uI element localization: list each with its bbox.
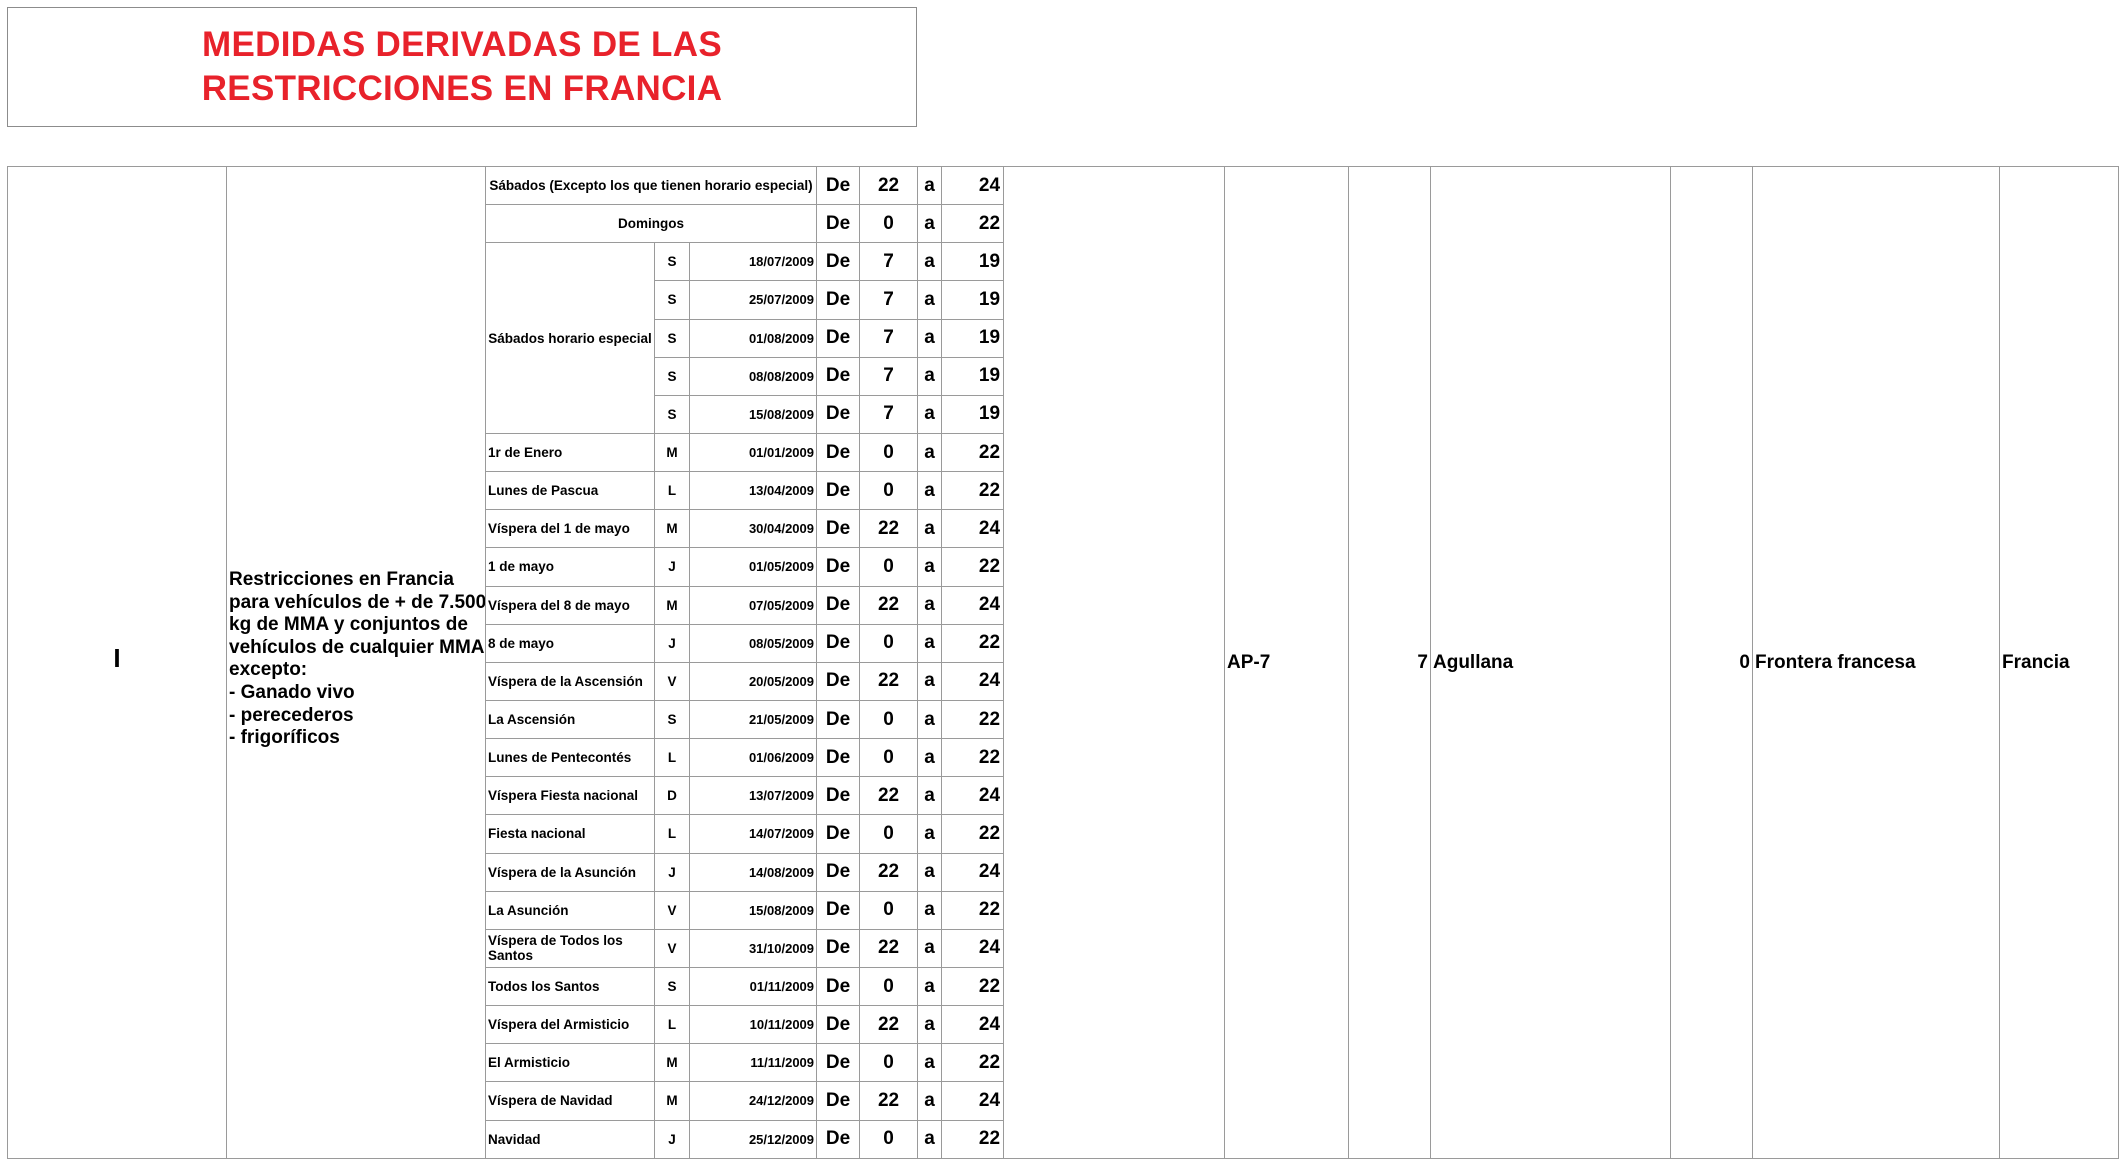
page-title-line-2: RESTRICCIONES EN FRANCIA (201, 69, 723, 108)
date: 01/11/2009 (690, 967, 817, 1005)
day-letter: V (655, 891, 690, 929)
to-hour: 22 (942, 472, 1004, 510)
schedule-table (485, 166, 1004, 1159)
description-line: Restricciones en Francia (229, 569, 454, 590)
from-word: De (817, 1044, 860, 1082)
from-hour: 0 (860, 624, 918, 662)
to-hour: 24 (942, 586, 1004, 624)
day-letter: D (655, 777, 690, 815)
holiday-name: Víspera del 1 de mayo (486, 510, 655, 548)
date: 15/08/2009 (690, 891, 817, 929)
schedule-row-holiday (486, 929, 1004, 967)
from-hour: 22 (860, 662, 918, 700)
date: 30/04/2009 (690, 510, 817, 548)
schedule-row-holiday (486, 1120, 1004, 1158)
to-word: a (918, 1044, 942, 1082)
from-word: De (817, 1006, 860, 1044)
from-word: De (817, 815, 860, 853)
description-line: - perecederos (229, 704, 354, 726)
from-hour: 0 (860, 205, 918, 243)
holiday-name: Víspera de la Asunción (486, 853, 655, 891)
schedule-row-holiday (486, 624, 1004, 662)
holiday-name: Lunes de Pentecontés (486, 739, 655, 777)
from-word: De (817, 967, 860, 1005)
to-word: a (918, 510, 942, 548)
from-word: De (817, 1082, 860, 1120)
from-hour: 22 (860, 1082, 918, 1120)
holiday-name: La Ascensión (486, 700, 655, 738)
day-letter: S (655, 357, 690, 395)
from-word: De (817, 662, 860, 700)
from-hour: 22 (860, 1006, 918, 1044)
from-word: De (817, 586, 860, 624)
page-title-line-1: MEDIDAS DERIVADAS DE LAS (202, 25, 722, 64)
to-hour: 22 (942, 1120, 1004, 1158)
description-line: kg de MMA y conjuntos de (229, 614, 468, 636)
schedule-row-holiday (486, 433, 1004, 471)
day-letter: J (655, 548, 690, 586)
holiday-name: Víspera de Navidad (486, 1082, 655, 1120)
to-word: a (918, 472, 942, 510)
to-word: a (918, 167, 942, 205)
to-hour: 24 (942, 1006, 1004, 1044)
from-word: De (817, 1120, 860, 1158)
date: 31/10/2009 (690, 929, 817, 967)
description-line: - Ganado vivo (229, 681, 355, 703)
date: 07/05/2009 (690, 586, 817, 624)
km-start: 7 (1417, 652, 1428, 673)
day-letter: S (655, 395, 690, 433)
schedule-row-special-saturday (486, 243, 1004, 281)
road-name: AP-7 (1227, 652, 1271, 673)
from-word: De (817, 510, 860, 548)
to-word: a (918, 662, 942, 700)
to-word: a (918, 357, 942, 395)
from-word: De (817, 739, 860, 777)
from-hour: 0 (860, 739, 918, 777)
holiday-name: Fiesta nacional (486, 815, 655, 853)
schedule-row-holiday (486, 1006, 1004, 1044)
schedule-row-holiday (486, 777, 1004, 815)
to-word: a (918, 281, 942, 319)
from-word: De (817, 243, 860, 281)
date: 24/12/2009 (690, 1082, 817, 1120)
day-letter: L (655, 472, 690, 510)
to-hour: 22 (942, 967, 1004, 1005)
description-line: - frigoríficos (229, 727, 340, 749)
to-word: a (918, 1082, 942, 1120)
to-hour: 22 (942, 739, 1004, 777)
from-hour: 0 (860, 891, 918, 929)
start-place: Agullana (1433, 652, 1514, 673)
date: 01/06/2009 (690, 739, 817, 777)
date: 10/11/2009 (690, 1006, 817, 1044)
day-letter: M (655, 1044, 690, 1082)
from-word: De (817, 281, 860, 319)
from-hour: 0 (860, 548, 918, 586)
to-hour: 19 (942, 281, 1004, 319)
schedule-row-holiday (486, 662, 1004, 700)
to-hour: 19 (942, 395, 1004, 433)
date: 01/05/2009 (690, 548, 817, 586)
to-word: a (918, 1006, 942, 1044)
to-word: a (918, 1120, 942, 1158)
to-hour: 22 (942, 548, 1004, 586)
from-word: De (817, 548, 860, 586)
from-word: De (817, 395, 860, 433)
to-word: a (918, 319, 942, 357)
to-word: a (918, 853, 942, 891)
country: Francia (2002, 652, 2070, 673)
to-hour: 24 (942, 777, 1004, 815)
holiday-name: La Asunción (486, 891, 655, 929)
to-word: a (918, 929, 942, 967)
day-letter: L (655, 815, 690, 853)
row-label: Sábados horario especial (486, 243, 655, 434)
schedule-row-holiday (486, 700, 1004, 738)
row-label: Domingos (486, 205, 817, 243)
from-word: De (817, 433, 860, 471)
to-word: a (918, 243, 942, 281)
day-letter: M (655, 586, 690, 624)
to-word: a (918, 967, 942, 1005)
schedule-row-holiday (486, 1082, 1004, 1120)
from-word: De (817, 167, 860, 205)
to-word: a (918, 586, 942, 624)
from-word: De (817, 700, 860, 738)
schedule-row-sundays (486, 205, 1004, 243)
to-hour: 19 (942, 243, 1004, 281)
holiday-name: 1 de mayo (486, 548, 655, 586)
from-word: De (817, 777, 860, 815)
schedule-row-holiday (486, 1044, 1004, 1082)
from-word: De (817, 205, 860, 243)
to-hour: 22 (942, 205, 1004, 243)
holiday-name: 8 de mayo (486, 624, 655, 662)
to-hour: 19 (942, 357, 1004, 395)
date: 13/04/2009 (690, 472, 817, 510)
from-hour: 7 (860, 395, 918, 433)
from-hour: 22 (860, 510, 918, 548)
date: 14/08/2009 (690, 853, 817, 891)
holiday-name: 1r de Enero (486, 433, 655, 471)
column-divider (1224, 167, 1225, 1158)
day-letter: J (655, 1120, 690, 1158)
date: 08/05/2009 (690, 624, 817, 662)
to-hour: 24 (942, 853, 1004, 891)
schedule-row-saturdays (486, 167, 1004, 205)
page-title-box (7, 7, 917, 127)
row-label: Sábados (Excepto los que tienen horario especial) (486, 167, 817, 205)
to-word: a (918, 624, 942, 662)
to-word: a (918, 739, 942, 777)
day-letter: V (655, 929, 690, 967)
holiday-name: Víspera Fiesta nacional (486, 777, 655, 815)
date: 01/08/2009 (690, 319, 817, 357)
schedule-row-holiday (486, 739, 1004, 777)
from-hour: 0 (860, 815, 918, 853)
holiday-name: Víspera de Todos los Santos (486, 929, 655, 967)
to-word: a (918, 205, 942, 243)
holiday-name: Lunes de Pascua (486, 472, 655, 510)
from-word: De (817, 929, 860, 967)
to-word: a (918, 548, 942, 586)
holiday-name: Todos los Santos (486, 967, 655, 1005)
from-hour: 7 (860, 281, 918, 319)
description-line: vehículos de cualquier MMA (229, 636, 485, 658)
day-letter: M (655, 1082, 690, 1120)
to-hour: 19 (942, 319, 1004, 357)
holiday-name: El Armisticio (486, 1044, 655, 1082)
day-letter: S (655, 319, 690, 357)
schedule-row-holiday (486, 586, 1004, 624)
schedule-row-holiday (486, 815, 1004, 853)
date: 14/07/2009 (690, 815, 817, 853)
restriction-description (229, 569, 487, 750)
day-letter: V (655, 662, 690, 700)
date: 25/12/2009 (690, 1120, 817, 1158)
date: 25/07/2009 (690, 281, 817, 319)
column-divider (1999, 167, 2000, 1158)
schedule-row-holiday (486, 548, 1004, 586)
from-word: De (817, 319, 860, 357)
to-word: a (918, 891, 942, 929)
from-hour: 22 (860, 853, 918, 891)
schedule-row-holiday (486, 853, 1004, 891)
holiday-name: Navidad (486, 1120, 655, 1158)
day-letter: S (655, 700, 690, 738)
to-word: a (918, 395, 942, 433)
end-place: Frontera francesa (1755, 652, 1916, 673)
date: 01/01/2009 (690, 433, 817, 471)
holiday-name: Víspera del Armisticio (486, 1006, 655, 1044)
row-code: I (113, 643, 121, 673)
date: 21/05/2009 (690, 700, 817, 738)
to-word: a (918, 433, 942, 471)
to-word: a (918, 815, 942, 853)
from-hour: 22 (860, 777, 918, 815)
to-hour: 22 (942, 700, 1004, 738)
date: 11/11/2009 (690, 1044, 817, 1082)
from-hour: 0 (860, 967, 918, 1005)
from-hour: 7 (860, 319, 918, 357)
from-word: De (817, 624, 860, 662)
date: 15/08/2009 (690, 395, 817, 433)
day-letter: S (655, 243, 690, 281)
day-letter: M (655, 510, 690, 548)
column-divider (226, 167, 227, 1158)
from-hour: 0 (860, 433, 918, 471)
date: 08/08/2009 (690, 357, 817, 395)
to-word: a (918, 777, 942, 815)
from-hour: 22 (860, 586, 918, 624)
to-hour: 24 (942, 1082, 1004, 1120)
km-end: 0 (1739, 652, 1750, 673)
restriction-row (7, 166, 2119, 1159)
from-word: De (817, 891, 860, 929)
day-letter: J (655, 624, 690, 662)
from-hour: 0 (860, 700, 918, 738)
from-word: De (817, 357, 860, 395)
day-letter: L (655, 739, 690, 777)
holiday-name: Víspera de la Ascensión (486, 662, 655, 700)
from-hour: 7 (860, 243, 918, 281)
to-hour: 22 (942, 815, 1004, 853)
to-hour: 22 (942, 433, 1004, 471)
description-line: para vehículos de + de 7.500 (229, 591, 487, 613)
holiday-name: Víspera del 8 de mayo (486, 586, 655, 624)
day-letter: L (655, 1006, 690, 1044)
from-word: De (817, 472, 860, 510)
day-letter: S (655, 967, 690, 1005)
column-divider (1430, 167, 1431, 1158)
from-hour: 0 (860, 1044, 918, 1082)
from-hour: 0 (860, 472, 918, 510)
schedule-row-holiday (486, 967, 1004, 1005)
from-hour: 0 (860, 1120, 918, 1158)
column-divider (1752, 167, 1753, 1158)
day-letter: J (655, 853, 690, 891)
from-word: De (817, 853, 860, 891)
day-letter: M (655, 433, 690, 471)
to-hour: 24 (942, 510, 1004, 548)
schedule-row-holiday (486, 891, 1004, 929)
schedule-row-holiday (486, 510, 1004, 548)
to-hour: 22 (942, 891, 1004, 929)
to-hour: 22 (942, 1044, 1004, 1082)
to-hour: 24 (942, 929, 1004, 967)
schedule-row-holiday (486, 472, 1004, 510)
from-hour: 22 (860, 929, 918, 967)
to-word: a (918, 700, 942, 738)
to-hour: 24 (942, 662, 1004, 700)
description-line: excepto: (229, 659, 308, 681)
date: 13/07/2009 (690, 777, 817, 815)
date: 20/05/2009 (690, 662, 817, 700)
to-hour: 22 (942, 624, 1004, 662)
from-hour: 22 (860, 167, 918, 205)
to-hour: 24 (942, 167, 1004, 205)
from-hour: 7 (860, 357, 918, 395)
day-letter: S (655, 281, 690, 319)
date: 18/07/2009 (690, 243, 817, 281)
